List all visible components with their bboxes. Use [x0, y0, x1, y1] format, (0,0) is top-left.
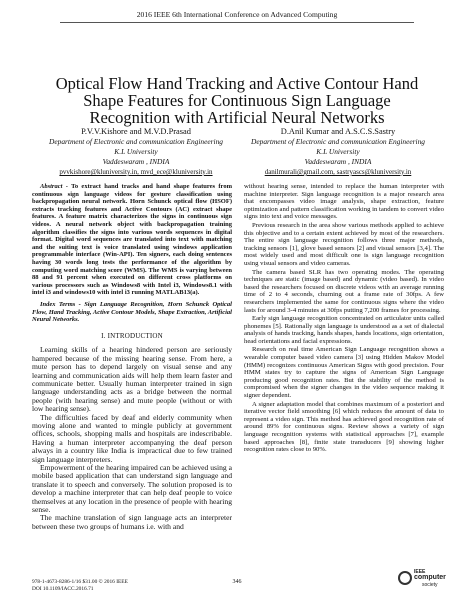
author-affiliation: Department of Electronic and communication Engineering [49, 137, 223, 146]
section-heading: I. INTRODUCTION [101, 331, 163, 340]
author-affiliation: K.L University [316, 147, 360, 156]
footer-doi: DOI 10.1109/IACC.2016.71 [32, 586, 94, 592]
author-email-link[interactable]: danilmurali@gmail.com, sastryascs@kluniversity.in [264, 168, 412, 176]
body-paragraph: Research on real time American Sign Language recognition shows a wearable computer based video camera [3] using Hidden Makov Model (HMM) recognizes continuous American Signs with good precision. Four HMM states try to capture the signs of American Sign Language producing good recognition rates. But the stability of the method is compromised when the signer changes in the video sequence making it signer dependent. [244, 346, 444, 400]
index-terms-text: Sign Language Recognition, Horn Schunck Optical Flow, Hand Tracking, Active Contour Models, Shape Extraction, Artificial Neural Networks. [32, 300, 232, 324]
logo-computer-text: computer [414, 574, 446, 581]
author-affiliation: K.L University [114, 147, 158, 156]
paper-title [30, 75, 444, 126]
logo-ieee-text: IEEE [414, 569, 426, 575]
author-names: P.V.V.Kishore and M.V.D.Prasad [81, 127, 191, 136]
title-line: Optical Flow Hand Tracking and Active Contour Hand [55, 74, 419, 93]
abstract-text: - To extract hand tracks and hand shape features from continuous sign language videos for gesture classification using backpropagation neural network. Horn Schunck optical flow (HSOF) extracts tracking features and Active Contours (AC) extract shape features. A feature matrix characterizes the signs in continuous sign videos. A neural network object with backpropagation training algorithm classifies the signs into various words sequences in digital format. Digital word sequences are translated into text with matching and the suiting text is voice translated using windows application programmable interface (Win-API). Ten signers, each doing sentences having 30 words long tests the performance of the algorithm by computing word matching score (WMS). The WMS is varying between 88 and 91 percent when executed on different cross platforms on various processors such as Windows8 with Intel i3, Windows8.1 with intel i3 and windows10 with intel i3 running MATLAB13(a). [32, 183, 232, 297]
footer-isbn: 978-1-4673-8286-1/16 $31.00 © 2016 IEEE [32, 579, 128, 585]
author-block-right [238, 127, 438, 177]
author-affiliation: Vaddeswaram , INDIA [304, 157, 372, 166]
body-paragraph: Previous research in the area show various methods applied to achieve this objective and to a certain extent achieved by most of the researchers. The entire sign language recognition follows three major methods, tracking sensors [1], glove based sensors [2] and visual sensors [3,4]. The most widely used and most difficult one is sign language recognition using visual sensors and video cameras. [244, 221, 444, 267]
author-affiliation: Department of Electronic and communication Engineering [251, 137, 425, 146]
author-names: D.Anil Kumar and A.S.C.S.Sastry [280, 127, 396, 136]
title-line: Shape Features for Continuous Sign Language [83, 91, 391, 110]
abstract-label: Abstract [40, 183, 63, 190]
body-paragraph: The camera based SLR has two operating modes. The operating techniques are static (image based) and dynamic (video based). In video based the researchers focused on discrete videos with an average running time of 2 to 4 seconds, churning out a frame rate of 30fps. A few researchers implemented the same for continuous signs where the video lasts for around 3-4 minutes at 30fps putting 7,200 frames for processing. [244, 268, 444, 314]
author-email-link[interactable]: pvvkishore@kluniversity.in, mvd_ece@kluniversity.in [59, 168, 213, 176]
left-column [32, 183, 232, 531]
logo-ring-icon [398, 571, 412, 585]
title-line: Recognition with Artificial Neural Networks [89, 108, 385, 127]
author-block-left [36, 127, 236, 177]
index-terms [32, 301, 232, 324]
body-paragraph: Learning skills of a hearing hindered person are seriously hampered because of the missing hearing sense. From here, a mute person has to depend largely on visual sense and any learning and communication aids will help them learn faster and communicate better. Usually human interpreter trained in sign language understanding acts as a bridge between the normal people (with hearing sense) and mute people (without or with low hearing sense). [32, 345, 232, 414]
conference-header: 2016 IEEE 6th International Conference on Advanced Computing [136, 10, 338, 19]
computer-society-logo [398, 569, 444, 593]
header-rule [60, 22, 414, 23]
body-paragraph: The difficulties faced by deaf and elderly community when moving alone and wanted to mingle publicly at government offices, schools, shopping malls and hospitals are indescribable. Having a human interpreter accompanying the deaf person always in a country like India is impractical due to few trained sign language interpreters. [32, 412, 232, 464]
body-paragraph: Early sign language recognition concentrated on articulator units called phonemes [5]. Rationally sign language is understood as a set of dialectal analysis of hands tracking, hands shapes, hands locations, sign orientation, head orientations and facial expressions. [244, 315, 444, 345]
body-paragraph: A signer adaptation model that combines maximum of a posteriori and iterative vector field smoothing [6] which reduces the amount of data to represent a video sign. This method has achieved good recognition rate of around 89% for continuous signs. Review shows a variety of sign language recognition systems with statistical approaches [7], example based approaches [8], finite state transducers [9] showing higher recognition rates close to 90%. [244, 400, 444, 454]
logo-society-text: society [422, 582, 438, 588]
body-paragraph: without hearing sense, intended to replace the human interpreter with machine interpreter. Sign language recognition is a major research area that encompasses video image analysis, shape extraction, feature optimization and pattern classification working in tandem to convert video signs into text and voice messages. [244, 183, 444, 221]
abstract [32, 183, 232, 297]
body-paragraph: The machine translation of sign language acts an interpreter between these two groups of humans i.e. with and [32, 513, 232, 531]
body-paragraph: Empowerment of the hearing impaired can be achieved using a mobile based application that can understand sign language and translate it to speech and conversely. The solution proposed is to develop a machine interpreter that can help deaf people to voice themselves at any location in the presence of people with hearing sense. [32, 462, 232, 514]
author-affiliation: Vaddeswaram , INDIA [102, 157, 170, 166]
index-terms-label: Index Terms - [40, 300, 85, 308]
right-column [244, 183, 444, 455]
page-number: 346 [232, 579, 242, 585]
